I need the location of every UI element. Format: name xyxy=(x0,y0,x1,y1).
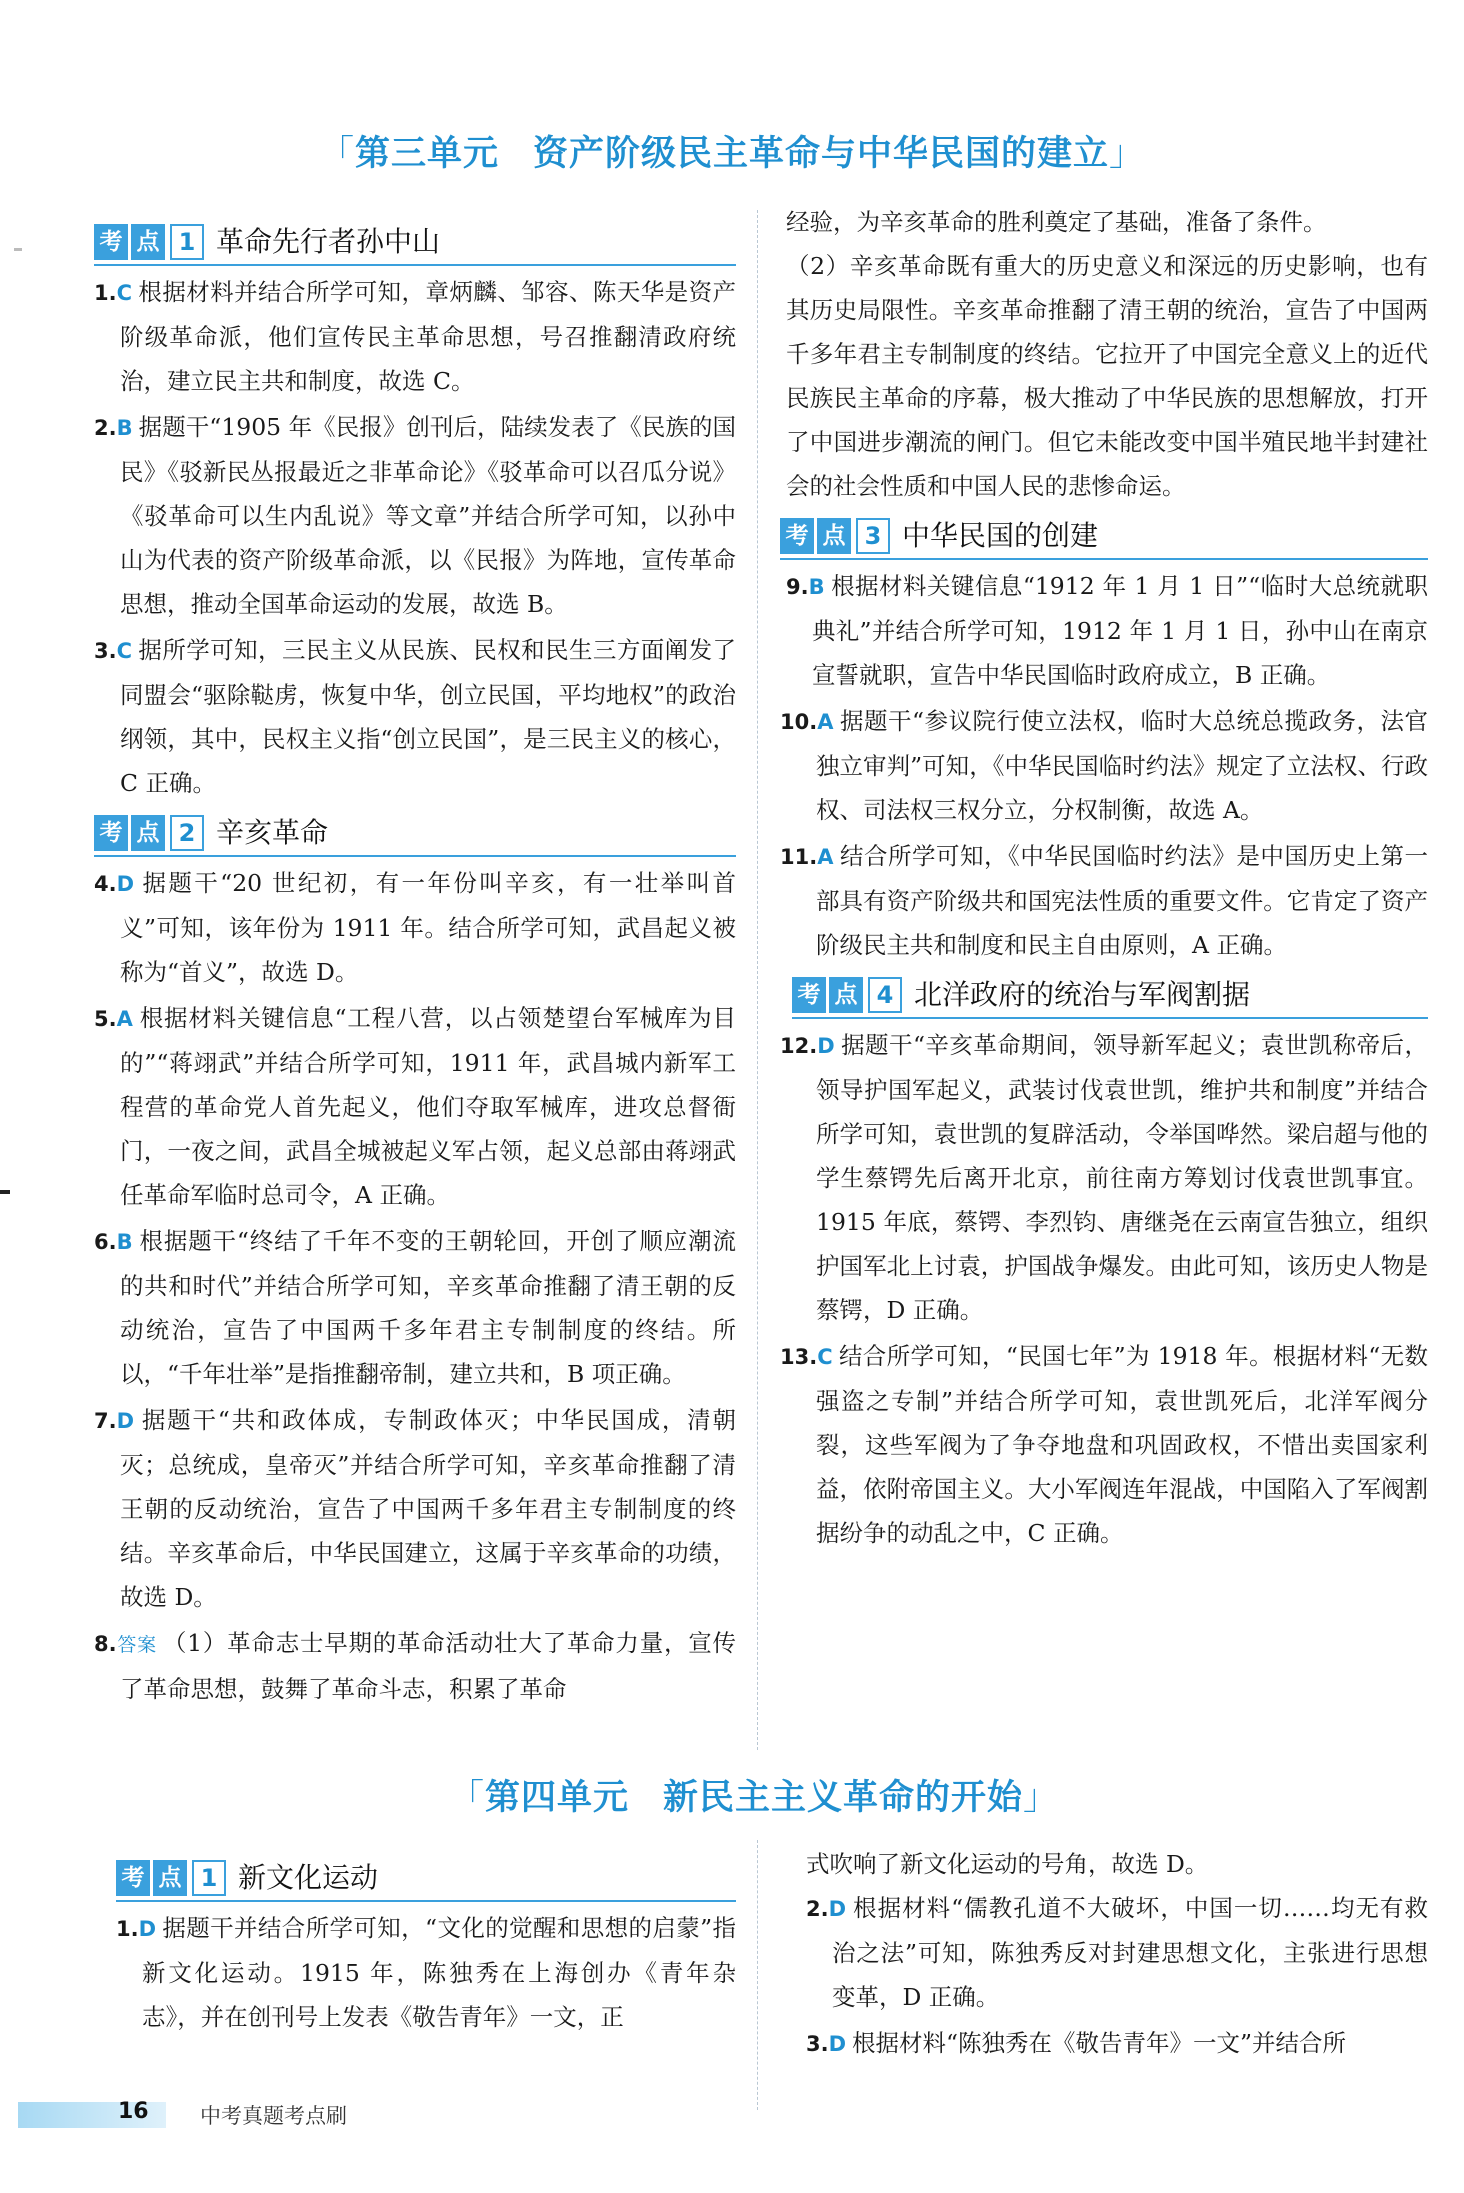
kaodian-title: 革命先行者孙中山 xyxy=(216,225,441,258)
kao-badge: 考 xyxy=(792,977,826,1013)
question-number: 1. xyxy=(116,1917,139,1941)
kao-badge: 考 xyxy=(94,224,128,260)
answer-letter: D xyxy=(828,1897,847,1921)
question-8-part-2: （2）辛亥革命既有重大的历史意义和深远的历史影响，也有其历史局限性。辛亥革命推翻了清王朝的统治，宣告了中国两千多年君主专制制度的终结。它拉开了中国完全意义上的近代民族民主革命的序幕，极大推动了中华民族的思想解放，打开了中国进步潮流的闸门。但它未能改变中国半殖民地半封建社会的社会性质和中国人民的悲惨命运。 xyxy=(786,252,1428,500)
margin-mark xyxy=(14,248,22,251)
answer-letter: B xyxy=(116,416,133,440)
dian-badge: 点 xyxy=(131,224,165,260)
question-number: 2. xyxy=(94,416,117,440)
answer-letter: A xyxy=(817,845,834,869)
question-number: 4. xyxy=(94,872,117,896)
answer-letter: A xyxy=(116,1007,133,1031)
bracket-close: 」 xyxy=(1109,134,1146,174)
question-text: 根据材料“儒教孔道不大破坏，中国一切……均无有救治之法”可知，陈独秀反对封建思想文化，主张进行思想变革，D 正确。 xyxy=(832,1894,1428,2011)
question-text: 据题干“共和政体成，专制政体灭；中华民国成，清朝灭；总统成，皇帝灭”并结合所学可知，辛亥革命推翻了清王朝的反动统治，宣告了中国两千多年君主专制制度的终结。辛亥革命后，中华民国建立，这属于辛亥革命的功绩，故选 D。 xyxy=(120,1406,736,1611)
u4-question-1 xyxy=(116,1906,736,2039)
kaodian-3 xyxy=(780,514,1428,560)
question-text: 结合所学可知，“民国七年”为 1918 年。根据材料“无数强盗之专制”并结合所学可知，袁世凯死后，北洋军阀分裂，这些军阀为了争夺地盘和巩固政权，不惜出卖国家利益，依附帝国主义。大小军阀连年混战，中国陷入了军阀割据纷争的动乱之中，C 正确。 xyxy=(816,1342,1428,1547)
kaodian-number: 2 xyxy=(170,815,204,851)
question-number: 2. xyxy=(806,1897,829,1921)
question-6 xyxy=(94,1219,736,1396)
question-text: 根据题干“终结了千年不变的王朝轮回，开创了顺应潮流的共和时代”并结合所学可知，辛亥革命推翻了清王朝的反动统治，宣告了中国两千多年君主专制制度的终结。所以，“千年壮举”是指推翻帝制，建立共和，B 项正确。 xyxy=(120,1227,736,1388)
dian-badge: 点 xyxy=(829,977,863,1013)
kaodian-title: 辛亥革命 xyxy=(216,816,329,849)
answer-letter: D xyxy=(116,872,135,896)
question-text: 根据材料关键信息“1912 年 1 月 1 日”“临时大总统就职典礼”并结合所学可知，1912 年 1 月 1 日，孙中山在南京宣誓就职，宣告中华民国临时政府成立，B 正确。 xyxy=(812,572,1428,689)
answer-letter: A xyxy=(817,710,834,734)
question-2 xyxy=(94,405,736,626)
question-number: 1. xyxy=(94,281,117,305)
u3-right-column xyxy=(780,200,1428,1557)
question-number: 9. xyxy=(786,575,809,599)
kaodian-title: 中华民国的创建 xyxy=(902,519,1099,552)
question-text: 据所学可知，三民主义从民族、民权和民生三方面阐发了同盟会“驱除鞑虏，恢复中华，创立民国，平均地权”的政治纲领，其中，民权主义指“创立民国”，是三民主义的核心，C 正确。 xyxy=(120,636,736,797)
question-text: 据题干“20 世纪初，有一年份叫辛亥，有一壮举叫首义”可知，该年份为 1911 年。结合所学可知，武昌起义被称为“首义”，故选 D。 xyxy=(120,869,736,986)
question-text: （1）革命志士早期的革命活动壮大了革命力量，宣传了革命思想，鼓舞了革命斗志，积累了革命 xyxy=(120,1629,736,1703)
unit4-title xyxy=(22,1770,1464,1820)
unit3-title xyxy=(0,126,1464,176)
question-8-continued: 经验，为辛亥革命的胜利奠定了基础，准备了条件。 xyxy=(786,208,1327,236)
question-8 xyxy=(94,1621,736,1711)
kaodian-1 xyxy=(94,220,736,266)
question-number: 5. xyxy=(94,1007,117,1031)
footer-label: 中考真题考点刷 xyxy=(200,2104,347,2128)
kaodian-number: 1 xyxy=(170,224,204,260)
unit3-heading: 资产阶级民主革命与中华民国的建立 xyxy=(533,134,1110,174)
question-text: 根据材料并结合所学可知，章炳麟、邹容、陈天华是资产阶级革命派，他们宣传民主革命思想，号召推翻清政府统治，建立民主共和制度，故选 C。 xyxy=(120,278,736,395)
u4-right-column xyxy=(806,1842,1428,2068)
question-number: 13. xyxy=(780,1345,818,1369)
question-3 xyxy=(94,628,736,805)
question-13 xyxy=(780,1334,1428,1555)
question-9 xyxy=(786,564,1428,697)
kao-badge: 考 xyxy=(116,1860,150,1896)
question-text: 根据材料“陈独秀在《敬告青年》一文”并结合所 xyxy=(852,2029,1347,2057)
question-12 xyxy=(780,1023,1428,1332)
question-text: 根据材料关键信息“工程八营，以占领楚望台军械库为目的”“蒋翊武”并结合所学可知，1911 年，武昌城内新军工程营的革命党人首先起义，他们夺取军械库，进攻总督衙门，一夜之间，武昌全城被起义军占领，起义总部由蒋翊武任革命军临时总司令，A 正确。 xyxy=(120,1004,736,1209)
answer-letter: D xyxy=(138,1917,157,1941)
question-text: 据题干“辛亥革命期间，领导新军起义；袁世凯称帝后，领导护国军起义，武装讨伐袁世凯，维护共和制度”并结合所学可知，袁世凯的复辟活动，令举国哗然。梁启超与他的学生蔡锷先后离开北京，前往南方筹划讨伐袁世凯事宜。1915 年底，蔡锷、李烈钧、唐继尧在云南宣告独立，组织护国军北上讨袁，护国战争爆发。由此可知，该历史人物是蔡锷，D 正确。 xyxy=(816,1031,1428,1324)
u4-left-column xyxy=(116,1850,736,2041)
kaodian-number: 1 xyxy=(192,1860,226,1896)
question-number: 6. xyxy=(94,1230,117,1254)
kaodian-title: 新文化运动 xyxy=(238,1861,379,1894)
question-number: 11. xyxy=(780,845,818,869)
answer-letter: C xyxy=(817,1345,833,1369)
kaodian-2 xyxy=(94,811,736,857)
question-text: 据题干并结合所学可知，“文化的觉醒和思想的启蒙”指新文化运动。1915 年，陈独秀在上海创办《青年杂志》，并在创刊号上发表《敬告青年》一文，正 xyxy=(142,1914,736,2031)
page-number: 16 xyxy=(118,2099,149,2124)
column-divider xyxy=(757,210,758,1750)
column-divider xyxy=(757,1840,758,2110)
answer-letter: D xyxy=(817,1034,835,1058)
question-1 xyxy=(94,270,736,403)
question-4 xyxy=(94,861,736,994)
unit4-name: 第四单元 xyxy=(484,1778,629,1818)
kaodian-number: 4 xyxy=(868,977,902,1013)
question-5 xyxy=(94,996,736,1217)
question-text: 据题干“1905 年《民报》创刊后，陆续发表了《民族的国民》《驳新民丛报最近之非革命论》《驳革命可以召瓜分说》《驳革命可以生内乱说》等文章”并结合所学可知，以孙中山为代表的资产阶级革命派，以《民报》为阵地，宣传革命思想，推动全国革命运动的发展，故选 B。 xyxy=(120,413,736,618)
bracket-close: 」 xyxy=(1023,1778,1060,1818)
u4-question-3 xyxy=(806,2021,1428,2066)
unit4-heading: 新民主主义革命的开始 xyxy=(663,1778,1024,1818)
answer-letter: D xyxy=(116,1409,135,1433)
question-7 xyxy=(94,1398,736,1619)
question-text: 结合所学可知，《中华民国临时约法》是中国历史上第一部具有资产阶级共和国宪法性质的重要文件。它肯定了资产阶级民主共和制度和民主自由原则，A 正确。 xyxy=(816,842,1428,959)
unit3-name: 第三单元 xyxy=(354,134,499,174)
answer-label: 答案 xyxy=(116,1634,157,1656)
question-number: 10. xyxy=(780,710,818,734)
answer-letter: C xyxy=(116,639,133,663)
bracket-open: 「 xyxy=(448,1778,485,1818)
kao-badge: 考 xyxy=(94,815,128,851)
margin-mark xyxy=(0,1190,10,1194)
kao-badge: 考 xyxy=(780,518,814,554)
question-number: 3. xyxy=(806,2032,829,2056)
question-10 xyxy=(780,699,1428,832)
u3-left-column xyxy=(94,214,736,1713)
answer-letter: D xyxy=(828,2032,847,2056)
dian-badge: 点 xyxy=(153,1860,187,1896)
question-number: 3. xyxy=(94,639,117,663)
u4-question-2 xyxy=(806,1886,1428,2019)
question-11 xyxy=(780,834,1428,967)
answer-letter: C xyxy=(116,281,133,305)
question-number: 12. xyxy=(780,1034,818,1058)
answer-letter: B xyxy=(808,575,825,599)
dian-badge: 点 xyxy=(817,518,851,554)
question-number: 8. xyxy=(94,1632,117,1656)
kaodian-title: 北洋政府的统治与军阀割据 xyxy=(914,978,1251,1011)
dian-badge: 点 xyxy=(131,815,165,851)
bracket-open: 「 xyxy=(318,134,355,174)
u4-question-1-continued: 式吹响了新文化运动的号角，故选 D。 xyxy=(806,1850,1209,1878)
kaodian-u4-1 xyxy=(116,1856,736,1902)
answer-letter: B xyxy=(116,1230,133,1254)
question-text: 据题干“参议院行使立法权，临时大总统总揽政务，法官独立审判”可知，《中华民国临时约法》规定了立法权、行政权、司法权三权分立，分权制衡，故选 A。 xyxy=(816,707,1428,824)
kaodian-number: 3 xyxy=(856,518,890,554)
kaodian-4 xyxy=(792,973,1428,1019)
question-number: 7. xyxy=(94,1409,117,1433)
